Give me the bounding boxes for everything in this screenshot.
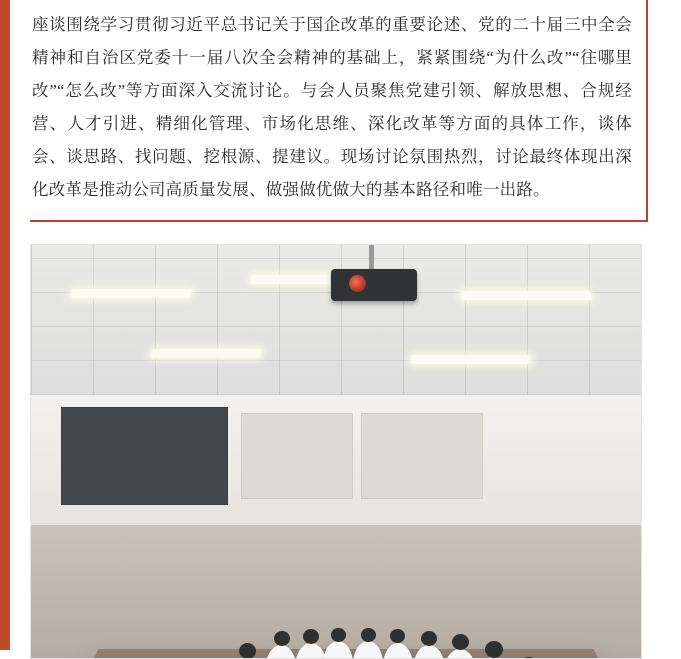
person-head bbox=[452, 634, 469, 650]
body-paragraph: 座谈围绕学习贯彻习近平总书记关于国企改革的重要论述、党的二十届三中全会精神和自治区党委十一届八次全会精神的基础上，紧紧围绕“为什么改”“往哪里改”“怎么改”等方面深入交流讨论。与会人员聚焦党建引领、解放思想、合规经营、人才引进、精细化管理、市场化思维、深化改革等方面的具体工作，谈体会、谈思路、找问题、挖根源、提建议。现场讨论氛围热烈，讨论最终体现出深化改革是推动公司高质量发展、做强做优做大的基本路径和唯一出路。 bbox=[32, 15, 632, 199]
wall-panel bbox=[361, 413, 483, 499]
projector bbox=[331, 269, 417, 301]
projector-mount bbox=[369, 245, 374, 271]
ceiling bbox=[31, 245, 641, 395]
document-content bbox=[30, 0, 650, 659]
ceiling-light bbox=[460, 291, 592, 300]
ceiling-light bbox=[410, 355, 531, 364]
meeting-photo bbox=[30, 244, 642, 659]
person-head bbox=[331, 628, 346, 642]
person-head bbox=[390, 629, 405, 643]
photo-scene bbox=[31, 245, 641, 658]
person-head bbox=[361, 628, 376, 642]
person-head bbox=[239, 643, 256, 658]
projector-lens bbox=[349, 275, 366, 292]
person-head bbox=[274, 631, 290, 646]
left-accent-bar bbox=[0, 0, 10, 650]
ceiling-grid bbox=[31, 245, 641, 395]
person-head bbox=[303, 629, 319, 644]
quote-text-block bbox=[30, 0, 648, 222]
wall-panel bbox=[241, 413, 353, 499]
ceiling-light bbox=[150, 349, 262, 358]
wall-screen bbox=[61, 407, 228, 505]
person-head bbox=[421, 631, 437, 646]
ceiling-light bbox=[70, 289, 193, 298]
